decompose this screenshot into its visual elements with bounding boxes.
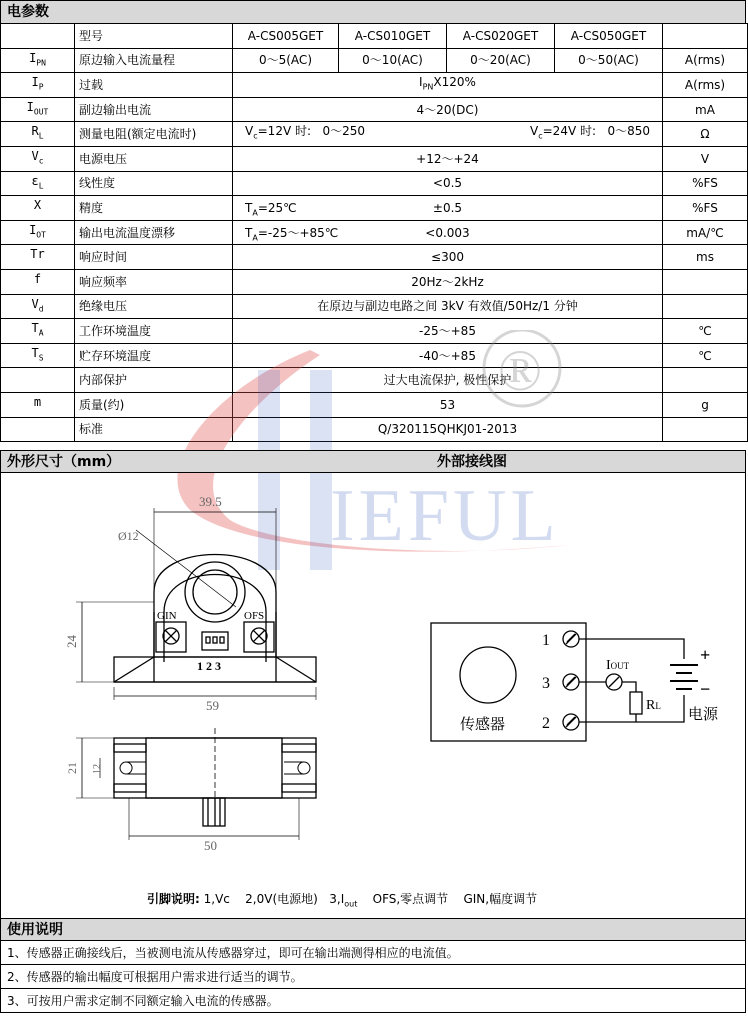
symbol-main: I xyxy=(29,50,37,65)
param-value: Q/320115QHKJ01-2013 xyxy=(233,417,663,442)
param-value xyxy=(233,73,663,98)
split-right xyxy=(530,124,650,143)
symbol-sub: L xyxy=(38,181,44,191)
param-name: 质量(约) xyxy=(75,392,233,417)
symbol-main: X xyxy=(33,198,42,213)
header-symbol xyxy=(1,24,75,49)
header-model: A-CS020GET xyxy=(447,24,555,49)
wiring-iout-sub: OUT xyxy=(610,661,630,671)
symbol-main: ε xyxy=(31,173,39,188)
param-value: +12～+24 xyxy=(233,146,663,171)
param-value-split xyxy=(233,122,663,147)
cond-value: ±0.5 xyxy=(432,200,463,215)
param-name: 标准 xyxy=(75,417,233,442)
label-ofs: OFS xyxy=(244,610,265,622)
value-tail: X120% xyxy=(433,75,476,90)
symbol-main: V xyxy=(31,149,39,164)
param-name: 内部保护 xyxy=(75,368,233,393)
cond-v: T xyxy=(245,200,253,215)
dim-height-side: 21 xyxy=(65,762,79,774)
wiring-pin1: 1 xyxy=(542,632,550,649)
pin-note-text2: OFS,零点调节 GIN,幅度调节 xyxy=(357,892,538,906)
param-unit: mA/℃ xyxy=(663,220,748,245)
wiring-pin3: 3 xyxy=(542,675,550,692)
table-row xyxy=(1,220,748,245)
wiring-power: 电源 xyxy=(688,707,719,723)
table-row xyxy=(1,368,748,393)
param-value: 4～20(DC) xyxy=(233,97,663,122)
symbol-sub: P xyxy=(38,82,44,92)
wiring-title: 外部接线图 xyxy=(437,454,507,470)
param-unit: mA xyxy=(663,97,748,122)
dimensions-title: 外形尺寸（mm） xyxy=(7,454,121,470)
usage-title: 使用说明 xyxy=(7,922,63,938)
param-symbol xyxy=(1,319,75,344)
dim-height: 24 xyxy=(64,635,79,648)
param-value: ≤300 xyxy=(233,245,663,270)
param-name: 电源电压 xyxy=(75,146,233,171)
header-param: 型号 xyxy=(75,24,233,49)
symbol-main: R xyxy=(31,124,39,139)
front-view-drawing xyxy=(56,482,416,922)
dim-pin-side: 12 xyxy=(92,764,103,774)
param-name: 过载 xyxy=(75,73,233,98)
symbol-main: T xyxy=(31,321,39,336)
table-row xyxy=(1,417,748,442)
cond-v: T xyxy=(245,225,253,240)
param-name: 响应时间 xyxy=(75,245,233,270)
param-name: 绝缘电压 xyxy=(75,294,233,319)
symbol-main: V xyxy=(31,296,39,311)
symbol-sub: OT xyxy=(36,230,46,240)
table-header-row xyxy=(1,24,748,49)
table-row xyxy=(1,196,748,221)
param-unit: Ω xyxy=(663,122,748,147)
table-row xyxy=(1,294,748,319)
param-unit xyxy=(663,294,748,319)
param-symbol xyxy=(1,146,75,171)
section-usage-header xyxy=(0,918,746,941)
param-name: 副边输出电流 xyxy=(75,97,233,122)
parameters-table xyxy=(0,23,748,442)
symbol-main: T xyxy=(31,345,39,360)
symbol-sub: OUT xyxy=(33,107,49,117)
param-unit xyxy=(663,269,748,294)
split-right-sub: c xyxy=(538,131,543,141)
param-value-cond xyxy=(233,220,663,245)
param-value: 0～20(AC) xyxy=(447,48,555,73)
param-symbol xyxy=(1,220,75,245)
cond-label xyxy=(245,226,338,245)
wiring-iout xyxy=(606,658,630,673)
param-unit: g xyxy=(663,392,748,417)
param-value: 在原边与副边电路之间 3kV 有效值/50Hz/1 分钟 xyxy=(233,294,663,319)
symbol-main: m xyxy=(33,395,42,409)
symbol-sub: c xyxy=(38,156,44,166)
param-value-cond xyxy=(233,196,663,221)
header-unit xyxy=(663,24,748,49)
param-name: 测量电阻(额定电流时) xyxy=(75,122,233,147)
table-row xyxy=(1,97,748,122)
wiring-rl-sub: L xyxy=(655,701,661,711)
param-value: 20Hz～2kHz xyxy=(233,269,663,294)
param-symbol xyxy=(1,392,75,417)
table-row xyxy=(1,269,748,294)
symbol-main: f xyxy=(33,272,42,287)
param-name: 线性度 xyxy=(75,171,233,196)
wiring-iout-main: I xyxy=(606,658,611,673)
dim-width-top: 39.5 xyxy=(199,494,222,509)
param-name: 精度 xyxy=(75,196,233,221)
table-row xyxy=(1,343,748,368)
table-row xyxy=(1,392,748,417)
table-row xyxy=(1,146,748,171)
usage-item: 2、传感器的输出幅度可根据用户需求进行适当的调节。 xyxy=(0,965,746,989)
watermark-text: IEFUL xyxy=(330,475,560,557)
wiring-diagram xyxy=(426,617,746,777)
header-model: A-CS010GET xyxy=(339,24,447,49)
wiring-sensor: 传感器 xyxy=(460,717,506,733)
param-value: <0.5 xyxy=(233,171,663,196)
symbol-sub: A xyxy=(38,328,44,338)
param-name: 响应频率 xyxy=(75,269,233,294)
param-unit: ms xyxy=(663,245,748,270)
param-unit: A(rms) xyxy=(663,73,748,98)
symbol-main: I xyxy=(26,99,34,114)
param-name: 原边输入电流量程 xyxy=(75,48,233,73)
cond-sub: A xyxy=(252,208,258,218)
label-gin: GIN xyxy=(157,610,177,622)
usage-item: 3、可按用户需求定制不同额定输入电流的传感器。 xyxy=(0,989,746,1013)
table-row xyxy=(1,122,748,147)
table-row xyxy=(1,245,748,270)
symbol-main: Tr xyxy=(30,247,45,262)
split-left-tail: =12V 时: 0～250 xyxy=(257,124,365,139)
param-unit: V xyxy=(663,146,748,171)
param-value: -25～+85 xyxy=(233,319,663,344)
split-left-sub: c xyxy=(253,131,258,141)
param-unit: %FS xyxy=(663,196,748,221)
section-title: 电参数 xyxy=(7,4,49,20)
param-value: 0～50(AC) xyxy=(555,48,663,73)
param-symbol xyxy=(1,368,75,393)
symbol-main: I xyxy=(29,222,37,237)
section-dimensions-header xyxy=(0,450,746,473)
pin-note xyxy=(147,890,537,908)
param-symbol xyxy=(1,245,75,270)
param-name: 贮存环境温度 xyxy=(75,343,233,368)
param-unit: A(rms) xyxy=(663,48,748,73)
param-name: 输出电流温度漂移 xyxy=(75,220,233,245)
dim-width-side: 50 xyxy=(204,838,217,853)
usage-list xyxy=(0,941,746,1013)
param-symbol xyxy=(1,73,75,98)
param-symbol xyxy=(1,48,75,73)
param-symbol xyxy=(1,294,75,319)
wiring-pin2: 2 xyxy=(542,715,550,732)
pin-note-text1: 1,Vc 2,0V(电源地) 3,I xyxy=(203,892,345,906)
watermark-registered: ® xyxy=(498,338,543,403)
wiring-rl xyxy=(646,698,661,713)
cond-tail: =-25～+85℃ xyxy=(257,225,339,240)
param-unit: ℃ xyxy=(663,319,748,344)
wiring-minus: − xyxy=(700,679,711,699)
split-right-v: V xyxy=(530,124,539,139)
param-value: 0～5(AC) xyxy=(233,48,339,73)
cond-sub: A xyxy=(252,232,258,242)
param-symbol xyxy=(1,122,75,147)
param-unit: ℃ xyxy=(663,343,748,368)
wiring-rl-main: R xyxy=(646,698,656,713)
usage-item: 1、传感器正确接线后，当被测电流从传感器穿过，即可在输出端测得相应的电流值。 xyxy=(0,941,746,965)
param-symbol xyxy=(1,196,75,221)
header-model: A-CS050GET xyxy=(555,24,663,49)
param-name: 工作环境温度 xyxy=(75,319,233,344)
pin-note-sub: out xyxy=(344,899,358,909)
param-symbol xyxy=(1,417,75,442)
table-row xyxy=(1,48,748,73)
param-value: 过大电流保护, 极性保护 xyxy=(233,368,663,393)
param-unit xyxy=(663,417,748,442)
param-symbol xyxy=(1,269,75,294)
cond-label xyxy=(245,201,297,220)
table-row xyxy=(1,319,748,344)
cond-tail: =25℃ xyxy=(257,200,297,215)
symbol-sub: L xyxy=(38,131,44,141)
table-row xyxy=(1,73,748,98)
split-left-v: V xyxy=(245,124,254,139)
dim-width-base: 59 xyxy=(206,698,219,713)
section-electrical-header xyxy=(0,0,746,24)
symbol-sub: S xyxy=(38,353,44,363)
param-symbol xyxy=(1,343,75,368)
param-value: 0～10(AC) xyxy=(339,48,447,73)
symbol-sub: d xyxy=(38,304,44,314)
param-value: -40～+85 xyxy=(233,343,663,368)
value-sub: PN xyxy=(422,82,434,92)
header-model: A-CS005GET xyxy=(233,24,339,49)
param-unit xyxy=(663,368,748,393)
cond-value: <0.003 xyxy=(425,225,470,240)
param-symbol xyxy=(1,97,75,122)
pin-note-label: 引脚说明: xyxy=(147,892,200,906)
param-unit: %FS xyxy=(663,171,748,196)
param-symbol xyxy=(1,171,75,196)
dim-hole: Ø12 xyxy=(118,529,139,543)
symbol-main: I xyxy=(31,75,39,90)
table-row xyxy=(1,171,748,196)
param-value: 53 xyxy=(233,392,663,417)
label-pins: 1 2 3 xyxy=(197,659,221,673)
value-main: I xyxy=(419,75,423,90)
split-left xyxy=(245,124,365,143)
symbol-sub: PN xyxy=(36,58,46,68)
drawings-panel xyxy=(0,472,746,918)
split-right-tail: =24V 时: 0～850 xyxy=(542,124,650,139)
wiring-plus: + xyxy=(700,645,711,665)
